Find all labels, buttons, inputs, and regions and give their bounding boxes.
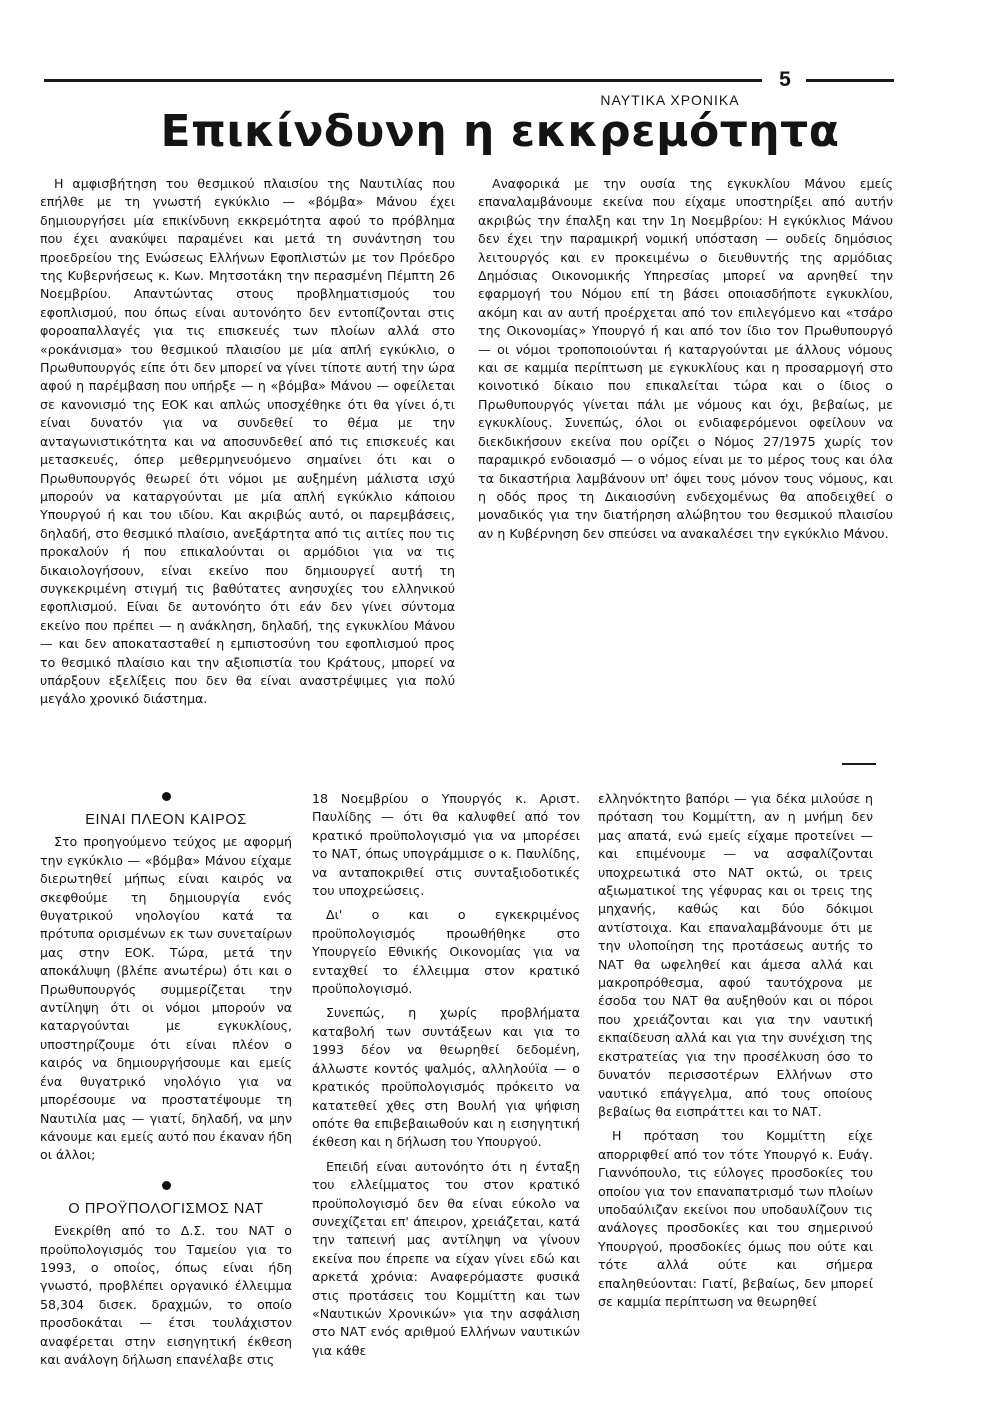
lower-column-3 (598, 790, 873, 1311)
article-paragraph: Η αμφισβήτηση του θεσμικού πλαισίου της Ναυτιλίας που επήλθε με τη γνωστή εγκύκλιο — «βόμβα» Μάνου έχει δημιουργήσει μία επικίνδυνη εκκρεμότητα αφού το πρόβλημα που έχει ανακύψει παραμένει και μετά τη συνάντηση του προεδρείου της Ενώσεως Ελλήνων Εφοπλιστών με τον Πρόεδρο της Κυβερνήσεως κ. Κων. Μητσοτάκη την περασμένη Πέμπτη 26 Νοεμβρίου. Απαντώντας στους προβληματισμούς του εφοπλισμού, που όπως είναι αυτονόητο δεν εντοπίζονται στις φοροαπαλλαγές για τις επισκευές των πλοίων αλλά στο «ροκάνισμα» του θεσμικού πλαισίου με μία απλή εγκύκλιο, ο Πρωθυπουργός είπε ότι δεν μπορεί να γίνει τίποτε αυτή την ώρα αφού η παρέμβαση που υπήρξε — η «βόμβα» Μάνου — οφείλεται σε κανονισμό της ΕΟΚ και απλώς υποσχέθηκε ότι θα γίνει ό,τι είναι δυνατόν για να συνδεθεί το θέμα με την ανταγωνιστικότητα και να αποσυνδεθεί από τις επισκευές και μετασκευές, όπερ μεθερμηνευόμενο σημαίνει ότι και ο Πρωθυπουργός θεωρεί ότι νόμοι με αυξημένη μάλιστα ισχύ μπορούν να καταργούνται με μία απλή εγκύκλιο κάποιου Υπουργού ή και του ιδίου. Και ακριβώς αυτό, οι παρεμβάσεις, δηλαδή, στο θεσμικό πλαίσιο, ανεξάρτητα από τις αιτίες που τις προκαλούν ή που επικαλούνται οι αρμόδιοι για να τις δικαιολογήσουν, είναι εκείνο που δημιουργεί αυτή τη συγκεκριμένη στιγμή τις βαθύτατες ανησυχίες του ελληνικού εφοπλισμού. Είναι δε αυτονόητο ότι εάν δεν γίνει σύντομα εκείνο που πρέπει — η ανάκληση, δηλαδή, της εγκυκλίου Μάνου — και δεν αποκατασταθεί η εμπιστοσύνη του εφοπλισμού προς το θεσμικό πλαίσιο και την αξιοπιστία του Κράτους, μπορεί να υπάρξουν εξελίξεις που δεν θα είναι αναστρέψιμες για πολύ μεγάλο χρονικό διάστημα. (40, 176, 455, 707)
section-bullet (162, 792, 171, 801)
header-rule-right (806, 79, 894, 82)
section-paragraph: Δι' ο και ο εγκεκριμένος προϋπολογισμός προωθήθηκε στο Υπουργείο Εθνικής Οικονομίας για να ενταχθεί το έλλειμμα στον κρατικό προϋπολογισμό. (312, 907, 580, 997)
lower-column-2 (312, 790, 580, 1360)
section-bullet (162, 1181, 171, 1190)
section-heading-nat-budget: Ο ΠΡΟΫΠΟΛΟΓΙΣΜΟΣ ΝΑΤ (68, 1200, 264, 1217)
article-column-1 (40, 175, 455, 709)
section-paragraph: Στο προηγούμενο τεύχος με αφορμή την εγκύκλιο — «βόμβα» Μάνου είχαμε διερωτηθεί μήπως είναι καιρός να σκεφθούμε τη δημιουργία ενός θυγατρικού νηολογίου κατά τα πρότυπα ορισμένων εκ των συνεταίρων μας στην ΕΟΚ. Τώρα, μετά την αποκάλυψη (βλέπε ανωτέρω) ότι και ο Πρωθυπουργός συμμερίζεται την αντίληψη ότι οι νόμοι μπορούν να καταργούνται με εγκυκλίους, υποστηρίζουμε ότι είναι πλέον ο καιρός να δημιουργήσουμε και εμείς ένα θυγατρικό νηολόγιο για να μπορέσουμε να προστατέψουμε τη Ναυτιλία μας — γιατί, δηλαδή, να μην κάνουμε και εμείς αυτό που έκαναν ήδη οι άλλοι; (40, 834, 292, 1163)
section-paragraph: Η πρόταση του Κομμίττη είχε απορριφθεί από τον τότε Υπουργό κ. Ευάγ. Γιαννόπουλο, τις εύλογες προσδοκίες του οποίου για τον επαναπατρισμό των πλοίων υποδαύλιζαν εκείνοι που υποδαυλίζουν τις ανάλογες προσδοκίες και του σημερινού Υπουργού, προσδοκίες όμως που ούτε και τότε αλλά ούτε και σήμερα επαληθεύονται: Γιατί, βεβαίως, δεν μπορεί σε καμμία περίπτωση να θεωρηθεί (598, 1128, 873, 1309)
page-number: 5 (779, 68, 791, 91)
section-paragraph: ελληνόκτητο βαπόρι — για δέκα μιλούσε η πρόταση του Κομμίττη, αν η μνήμη δεν μας απατά, ενώ εμείς είχαμε προτείνει — και επιμένουμε — να ασφαλίζονται υποχρεωτικά στο ΝΑΤ οκτώ, οι τρεις αξιωματικοί της γέφυρας και οι τρεις της μηχανής, καθώς και δύο δόκιμοι αντίστοιχα. Και επαναλαμβάνουμε ότι με την υλοποίηση της προτάσεως αυτής το ΝΑΤ θα ωφεληθεί και άμεσα αλλά και μακροπρόθεσμα, αφού ταυτόχρονα με έσοδα του ΝΑΤ θα αυξηθούν και οι πόροι που χρειάζονται και για την ναυτική εκπαίδευση αλλά και για την συνέχιση της εκστρατείας για την προσέλκυση όσο το δυνατόν περισσοτέρων Ελλήνων στο ναυτικό επάγγελμα, από τους οποίους βεβαίως θα εισπράττει και το ΝΑΤ. (598, 791, 873, 1119)
section-paragraph: Συνεπώς, η χωρίς προβλήματα καταβολή των συντάξεων και για το 1993 δέον να θεωρηθεί δεδομένη, άλλωστε κοντός ψαλμός, αλληλούϊα — ο κρατικός προϋπολογισμός πρόκειτο να κατατεθεί χθες στη Βουλή για ψήφιση οπότε θα επιβεβαιωθούν και η εισηγητική έκθεση και η δήλωση του Υπουργού. (312, 1005, 580, 1150)
section-paragraph: Επειδή είναι αυτονόητο ότι η ένταξη του ελλείμματος του στον κρατικό προϋπολογισμό δεν θα είναι εύκολο να συνεχίζεται επ' άπειρον, χρειάζεται, κατά την ταπεινή μας αντίληψη να γίνουν εκείνα που έπρεπε να είχαν γίνει εδώ και αρκετά χρόνια: Αναφερόμαστε φυσικά στις προτάσεις του Κομμίττη και των «Ναυτικών Χρονικών» για την ασφάλιση στο ΝΑΤ ενός αριθμού Ελλήνων ναυτικών για κάθε (312, 1158, 580, 1358)
section-paragraph: Ενεκρίθη από το Δ.Σ. του ΝΑΤ ο προϋπολογισμός του Ταμείου για το 1993, ο οποίος, όπως είναι ήδη γνωστό, προβλέπει οργανικό έλλειμμα 58,304 δισεκ. δραχμών, το οποίο προσδοκάται — έτσι τουλάχιστον αναφέρεται στην εισηγητική έκθεση και ανάλογη δήλωση επανέλαβε στις (40, 1223, 292, 1367)
article-headline: Επικίνδυνη η εκκρεμότητα (160, 106, 840, 157)
header-rule-left (44, 79, 762, 82)
lower-column-1 (40, 790, 292, 1369)
article-column-2 (478, 175, 893, 543)
section-heading-kairos: ΕΙΝΑΙ ΠΛΕΟΝ ΚΑΙΡΟΣ (85, 812, 247, 828)
article-paragraph: Αναφορικά με την ουσία της εγκυκλίου Μάνου εμείς επαναλαμβάνουμε εκείνα που είχαμε υποστηρίξει από αυτήν ακριβώς την έπαλξη και την 1η Νοεμβρίου: Η εγκύκλιος Μάνου δεν έχει την παραμικρή νομική υπόσταση — ουδείς δημόσιος λειτουργός και εν προκειμένω ο διευθυντής της αρμόδιας Δημόσιας Οικονομικής Υπηρεσίας μπορεί να αρνηθεί την εφαρμογή του Νόμου επί τη βάσει οποιασδήποτε εγκυκλίου, ακόμη και αν αυτή προέρχεται από τον επιλεγόμενο και «τσάρο της Οικονομίας» Υπουργό ή και από τον ίδιο τον Πρωθυπουργό — οι νόμοι τροποποιούνται ή καταργούνται με άλλους νόμους και σε καμμία περίπτωση με εγκυκλίους και η προσαρμογή στο κοινοτικό δίκαιο που επικαλείται τώρα και ο ίδιος ο Πρωθυπουργός γίνεται πάλι με νόμους και όχι, βεβαίως, με εγκυκλίους. Συνεπώς, όλοι οι ενδιαφερόμενοι οφείλουν να διεκδικήσουν εκείνα που ορίζει ο Νόμος 27/1975 χωρίς τον παραμικρό ενδοιασμό — ο νόμος είναι με το μέρος τους και όλα τα δικαστήρια λαμβάνουν υπ' όψει τους μόνον τους νόμους, και η οδός προς τη Δικαιοσύνη ενδεχομένως θα αποδειχθεί ο μοναδικός για την διατήρηση αλώβητου του θεσμικού πλαισίου αν η Κυβέρνηση δεν σπεύσει να ανακαλέσει την εγκύκλιο Μάνου. (478, 176, 893, 541)
section-paragraph: 18 Νοεμβρίου ο Υπουργός κ. Αριστ. Παυλίδης — ότι θα καλυφθεί από τον κρατικό προϋπολογισμό για να μπορέσει το ΝΑΤ, όπως υπογράμμισε ο κ. Παυλίδης, να ανταποκριθεί στις συνταξιοδοτικές του υποχρεώσεις. (312, 791, 580, 899)
running-head: ΝΑΥΤΙΚΑ ΧΡΟΝΙΚΑ (600, 92, 740, 108)
article-end-dash (842, 763, 876, 765)
